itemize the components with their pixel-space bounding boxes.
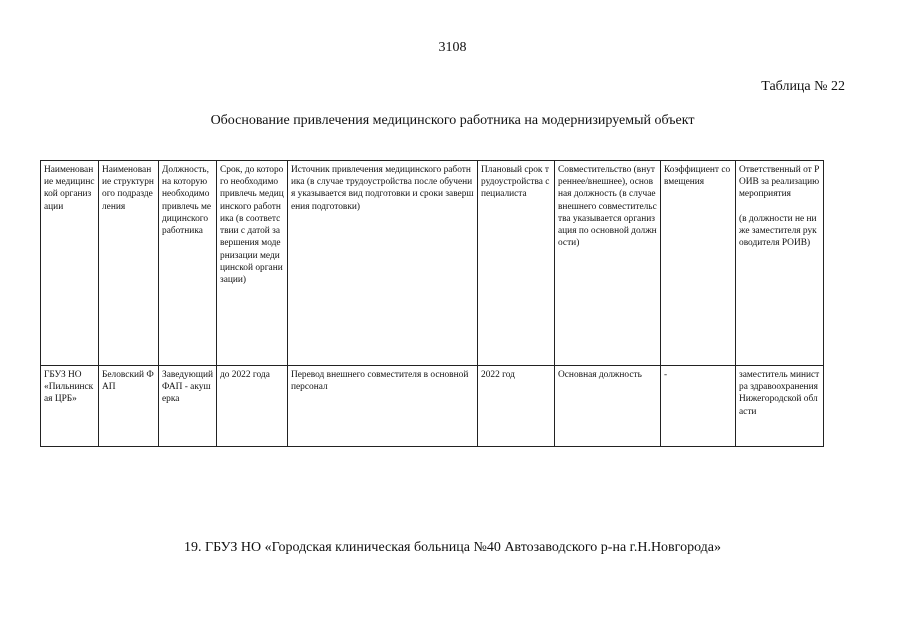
- document-title: Обоснование привлечения медицинского работника на модернизируемый объект: [210, 113, 695, 128]
- header-org-name: Наименование медицинской организации: [41, 161, 99, 366]
- header-position: Должность, на которую необходимо привлечь медицинского работника: [159, 161, 217, 366]
- table-row: [41, 366, 824, 447]
- cell-combination: Основная должность: [555, 366, 661, 447]
- header-combination: Совместительство (внутреннее/внешнее), основная должность (в случае внешнего совместительства указывается организация по основной должности): [555, 161, 661, 366]
- cell-deadline: до 2022 года: [217, 366, 288, 447]
- header-responsible: Ответственный от РОИВ за реализацию мероприятия (в должности не ниже заместителя руководителя РОИВ): [736, 161, 824, 366]
- cell-planned-date: 2022 год: [478, 366, 555, 447]
- cell-responsible: заместитель министра здравоохранения Нижегородской области: [736, 366, 824, 447]
- header-planned-date: Плановый срок трудоустройства специалиста: [478, 161, 555, 366]
- justification-table: [40, 160, 824, 447]
- cell-org-name: ГБУЗ НО «Пильнинская ЦРБ»: [41, 366, 99, 447]
- cell-coefficient: -: [661, 366, 736, 447]
- header-coefficient: Коэффициент совмещения: [661, 161, 736, 366]
- table-header-row: [41, 161, 824, 366]
- cell-unit-name: Беловский ФАП: [99, 366, 159, 447]
- header-deadline: Срок, до которого необходимо привлечь медицинского работника (в соответствии с датой завершения модернизации медицинской организации): [217, 161, 288, 366]
- page-number: 3108: [438, 40, 467, 55]
- section-heading: 19. ГБУЗ НО «Городская клиническая больница №40 Автозаводского р-на г.Н.Новгорода»: [184, 540, 721, 555]
- header-unit-name: Наименование структурного подразделения: [99, 161, 159, 366]
- cell-source: Перевод внешнего совместителя в основной персонал: [288, 366, 478, 447]
- header-source: Источник привлечения медицинского работника (в случае трудоустройства после обучения указывается вид подготовки и сроки завершения подготовки): [288, 161, 478, 366]
- cell-position: Заведующий ФАП - акушерка: [159, 366, 217, 447]
- table-label: Таблица № 22: [761, 79, 845, 94]
